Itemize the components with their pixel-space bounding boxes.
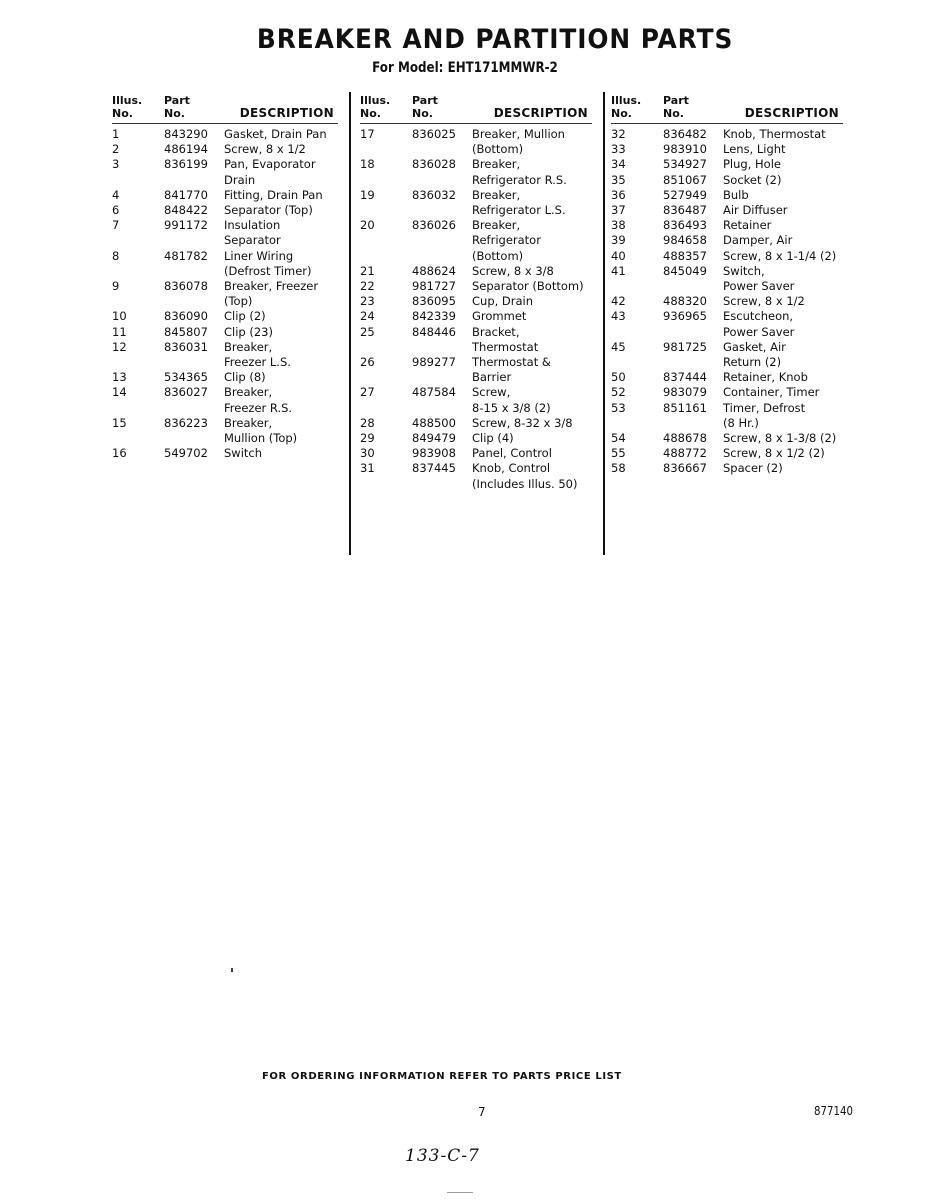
part-description: Air Diffuser <box>723 203 788 218</box>
parts-row <box>360 279 592 294</box>
parts-row <box>112 325 338 340</box>
parts-row <box>611 173 843 188</box>
part-no: 836487 <box>663 203 707 218</box>
part-description: Escutcheon, Power Saver <box>723 309 795 339</box>
parts-row <box>360 446 592 461</box>
parts-row <box>611 461 843 476</box>
part-description: Clip (8) <box>224 370 266 385</box>
ordering-note: FOR ORDERING INFORMATION REFER TO PARTS PRICE LIST <box>262 1071 622 1082</box>
part-no: 534927 <box>663 157 707 172</box>
illus-no: 58 <box>611 461 626 476</box>
parts-row <box>112 416 338 446</box>
illus-no: 13 <box>112 370 127 385</box>
illus-no: 1 <box>112 127 120 141</box>
column-divider <box>349 92 351 555</box>
parts-row <box>112 340 338 370</box>
part-no: 488772 <box>663 446 707 461</box>
parts-column-2 <box>360 92 592 492</box>
illus-no: 37 <box>611 203 626 218</box>
illus-no: 7 <box>112 218 120 233</box>
illus-no: 33 <box>611 142 626 157</box>
parts-row <box>611 370 843 385</box>
parts-row <box>611 340 843 370</box>
part-description: Breaker, Mullion (Top) <box>224 415 298 446</box>
illus-no: 34 <box>611 157 626 172</box>
illus-no: 10 <box>112 309 127 324</box>
illus-no: 43 <box>611 309 626 324</box>
parts-row <box>611 401 843 431</box>
part-description: Breaker, Freezer (Top) <box>224 279 319 309</box>
handwritten-mark: 133-C-7 <box>405 1146 480 1166</box>
part-description: Pan, Evaporator Drain <box>224 157 316 187</box>
parts-row <box>611 264 843 294</box>
part-no: 981727 <box>412 279 456 294</box>
illus-no: 3 <box>112 157 120 172</box>
illus-no: 18 <box>360 157 375 172</box>
column-divider <box>603 92 605 555</box>
part-no: 836078 <box>164 279 208 294</box>
parts-column-1 <box>112 92 338 461</box>
illus-no: 29 <box>360 431 375 446</box>
part-no: 837444 <box>663 370 707 385</box>
parts-row <box>360 461 592 491</box>
part-description: Screw, 8-32 x 3/8 <box>472 415 573 430</box>
part-description: Breaker, Freezer L.S. <box>224 339 291 370</box>
part-description: Separator (Bottom) <box>472 279 584 294</box>
header-description: DESCRIPTION <box>744 106 839 120</box>
parts-row <box>360 294 592 309</box>
illus-no: 55 <box>611 446 626 461</box>
page-title: BREAKER AND PARTITION PARTS <box>256 24 734 55</box>
part-no: 841770 <box>164 187 208 202</box>
part-description: Breaker, Mullion (Bottom) <box>472 127 565 157</box>
parts-row <box>112 188 338 203</box>
parts-row <box>360 218 592 264</box>
part-no: 983908 <box>412 446 456 461</box>
parts-row <box>360 325 592 355</box>
parts-row <box>360 264 592 279</box>
parts-row <box>611 446 843 461</box>
part-no: 836482 <box>663 127 707 141</box>
parts-row <box>112 142 338 157</box>
part-description: Retainer <box>723 218 772 233</box>
parts-row <box>611 294 843 309</box>
part-no: 488500 <box>412 415 456 430</box>
part-description: Switch <box>224 446 263 461</box>
header-rule <box>611 123 843 124</box>
illus-no: 52 <box>611 385 626 400</box>
part-description: Socket (2) <box>723 172 782 187</box>
part-description: Screw, 8 x 1/2 <box>723 294 805 309</box>
part-no: 837445 <box>412 461 456 476</box>
header-illus-no: Illus. No. <box>112 94 143 120</box>
parts-row <box>360 157 592 187</box>
part-no: 848446 <box>412 324 456 339</box>
part-no: 488357 <box>663 248 707 263</box>
illus-no: 21 <box>360 263 375 278</box>
part-description: Plug, Hole <box>723 157 781 172</box>
part-description: Screw, 8 x 1/2 <box>224 142 306 157</box>
illus-no: 26 <box>360 355 375 370</box>
part-no: 487584 <box>412 385 456 400</box>
part-no: 488678 <box>663 431 707 446</box>
illus-no: 41 <box>611 263 626 278</box>
part-description: Fitting, Drain Pan <box>224 187 323 202</box>
part-no: 983079 <box>663 385 707 400</box>
parts-row <box>611 431 843 446</box>
part-description: Clip (23) <box>224 324 273 339</box>
part-no: 488320 <box>663 294 707 309</box>
illus-no: 50 <box>611 370 626 385</box>
part-description: Screw, 8 x 3/8 <box>472 263 554 278</box>
header-rule <box>360 123 592 124</box>
part-description: Container, Timer <box>723 385 820 400</box>
header-part-no: Part No. <box>164 94 190 120</box>
part-no: 481782 <box>164 248 208 263</box>
parts-row <box>611 309 843 339</box>
illus-no: 27 <box>360 385 375 400</box>
parts-row <box>112 370 338 385</box>
parts-row <box>112 385 338 415</box>
part-description: Lens, Light <box>723 142 786 157</box>
part-no: 848422 <box>164 203 208 218</box>
part-no: 836223 <box>164 415 208 430</box>
part-no: 836026 <box>412 218 456 233</box>
part-description: Thermostat & Barrier <box>472 355 551 385</box>
illus-no: 9 <box>112 279 120 294</box>
illus-no: 20 <box>360 218 375 233</box>
part-no: 836027 <box>164 385 208 400</box>
header-description: DESCRIPTION <box>239 106 334 120</box>
part-no: 984658 <box>663 233 707 248</box>
part-no: 836493 <box>663 218 707 233</box>
part-description: Clip (4) <box>472 431 514 446</box>
part-description: Screw, 8-15 x 3/8 (2) <box>472 385 551 415</box>
document-number: 877140 <box>814 1104 853 1118</box>
part-no: 836090 <box>164 309 208 324</box>
part-description: Knob, Control (Includes Illus. 50) <box>472 461 578 491</box>
part-no: 836095 <box>412 294 456 309</box>
part-no: 981725 <box>663 339 707 354</box>
illus-no: 39 <box>611 233 626 248</box>
illus-no: 17 <box>360 127 375 141</box>
illus-no: 30 <box>360 446 375 461</box>
part-description: Gasket, Air Return (2) <box>723 339 786 370</box>
parts-row <box>112 127 338 142</box>
header-rule <box>112 123 338 124</box>
part-no: 836028 <box>412 157 456 172</box>
part-no: 991172 <box>164 218 208 233</box>
part-description: Panel, Control <box>472 446 552 461</box>
parts-row <box>360 416 592 431</box>
parts-row <box>112 446 338 461</box>
illus-no: 45 <box>611 339 626 354</box>
illus-no: 14 <box>112 385 127 400</box>
illus-no: 4 <box>112 187 120 202</box>
illus-no: 40 <box>611 248 626 263</box>
part-description: Liner Wiring (Defrost Timer) <box>224 248 312 278</box>
part-no: 843290 <box>164 127 208 141</box>
part-description: Insulation Separator <box>224 218 281 248</box>
part-description: Breaker, Refrigerator L.S. <box>472 187 566 218</box>
illus-no: 53 <box>611 400 626 415</box>
illus-no: 35 <box>611 172 626 187</box>
parts-row <box>112 203 338 218</box>
parts-row <box>112 309 338 324</box>
page-number: 7 <box>478 1105 486 1119</box>
parts-row <box>360 309 592 324</box>
illus-no: 54 <box>611 431 626 446</box>
part-description: Knob, Thermostat <box>723 127 826 141</box>
model-subtitle: For Model: EHT171MMWR-2 <box>372 60 558 76</box>
part-description: Bracket, Thermostat <box>472 324 539 354</box>
illus-no: 19 <box>360 187 375 202</box>
part-description: Breaker, Refrigerator (Bottom) <box>472 218 541 263</box>
part-no: 527949 <box>663 187 707 202</box>
part-no: 989277 <box>412 355 456 370</box>
part-no: 836199 <box>164 157 208 172</box>
part-description: Clip (2) <box>224 309 266 324</box>
parts-row <box>611 233 843 248</box>
parts-row <box>611 203 843 218</box>
part-description: Grommet <box>472 309 527 324</box>
part-no: 836032 <box>412 187 456 202</box>
illus-no: 31 <box>360 461 375 476</box>
part-description: Screw, 8 x 1-1/4 (2) <box>723 248 837 263</box>
parts-row <box>611 218 843 233</box>
illus-no: 15 <box>112 415 127 430</box>
part-no: 849479 <box>412 431 456 446</box>
header-description: DESCRIPTION <box>493 106 588 120</box>
parts-row <box>611 385 843 400</box>
illus-no: 32 <box>611 127 626 141</box>
header-part-no: Part No. <box>663 94 689 120</box>
part-description: Bulb <box>723 187 749 202</box>
part-description: Screw, 8 x 1/2 (2) <box>723 446 825 461</box>
part-no: 488624 <box>412 263 456 278</box>
part-no: 836025 <box>412 127 456 141</box>
parts-row <box>360 385 592 415</box>
part-description: Cup, Drain <box>472 294 534 309</box>
illus-no: 6 <box>112 203 120 218</box>
part-description: Screw, 8 x 1-3/8 (2) <box>723 431 837 446</box>
parts-column-3 <box>611 92 843 477</box>
part-no: 549702 <box>164 446 208 461</box>
part-no: 486194 <box>164 142 208 157</box>
part-description: Gasket, Drain Pan <box>224 127 327 141</box>
part-no: 936965 <box>663 309 707 324</box>
parts-row <box>611 188 843 203</box>
scan-speck <box>231 968 233 972</box>
part-no: 845049 <box>663 263 707 278</box>
part-no: 851067 <box>663 172 707 187</box>
header-part-no: Part No. <box>412 94 438 120</box>
part-no: 836031 <box>164 339 208 354</box>
part-description: Switch, Power Saver <box>723 263 795 294</box>
illus-no: 23 <box>360 294 375 309</box>
parts-row <box>360 355 592 385</box>
scan-speck <box>447 1192 473 1193</box>
header-illus-no: Illus. No. <box>360 94 391 120</box>
parts-row <box>611 157 843 172</box>
part-no: 845807 <box>164 324 208 339</box>
part-description: Retainer, Knob <box>723 370 808 385</box>
illus-no: 11 <box>112 324 127 339</box>
illus-no: 28 <box>360 415 375 430</box>
part-no: 836667 <box>663 461 707 476</box>
illus-no: 36 <box>611 187 626 202</box>
column-header <box>611 92 843 123</box>
parts-row <box>360 127 592 157</box>
parts-row <box>112 157 338 187</box>
parts-row <box>360 188 592 218</box>
part-description: Breaker, Refrigerator R.S. <box>472 157 567 187</box>
part-description: Spacer (2) <box>723 461 783 476</box>
parts-row <box>112 218 338 248</box>
illus-no: 42 <box>611 294 626 309</box>
illus-no: 8 <box>112 248 120 263</box>
column-header <box>112 92 338 123</box>
part-no: 842339 <box>412 309 456 324</box>
part-no: 983910 <box>663 142 707 157</box>
parts-row <box>112 249 338 279</box>
part-no: 851161 <box>663 400 707 415</box>
part-description: Damper, Air <box>723 233 793 248</box>
illus-no: 22 <box>360 279 375 294</box>
illus-no: 12 <box>112 339 127 354</box>
illus-no: 38 <box>611 218 626 233</box>
parts-row <box>360 431 592 446</box>
parts-row <box>611 127 843 142</box>
header-illus-no: Illus. No. <box>611 94 642 120</box>
parts-row <box>611 142 843 157</box>
part-no: 534365 <box>164 370 208 385</box>
parts-row <box>611 249 843 264</box>
illus-no: 24 <box>360 309 375 324</box>
part-description: Breaker, Freezer R.S. <box>224 385 293 415</box>
column-header <box>360 92 592 123</box>
illus-no: 16 <box>112 446 127 461</box>
part-description: Separator (Top) <box>224 203 313 218</box>
parts-row <box>112 279 338 309</box>
illus-no: 25 <box>360 324 375 339</box>
illus-no: 2 <box>112 142 120 157</box>
part-description: Timer, Defrost (8 Hr.) <box>723 400 806 430</box>
